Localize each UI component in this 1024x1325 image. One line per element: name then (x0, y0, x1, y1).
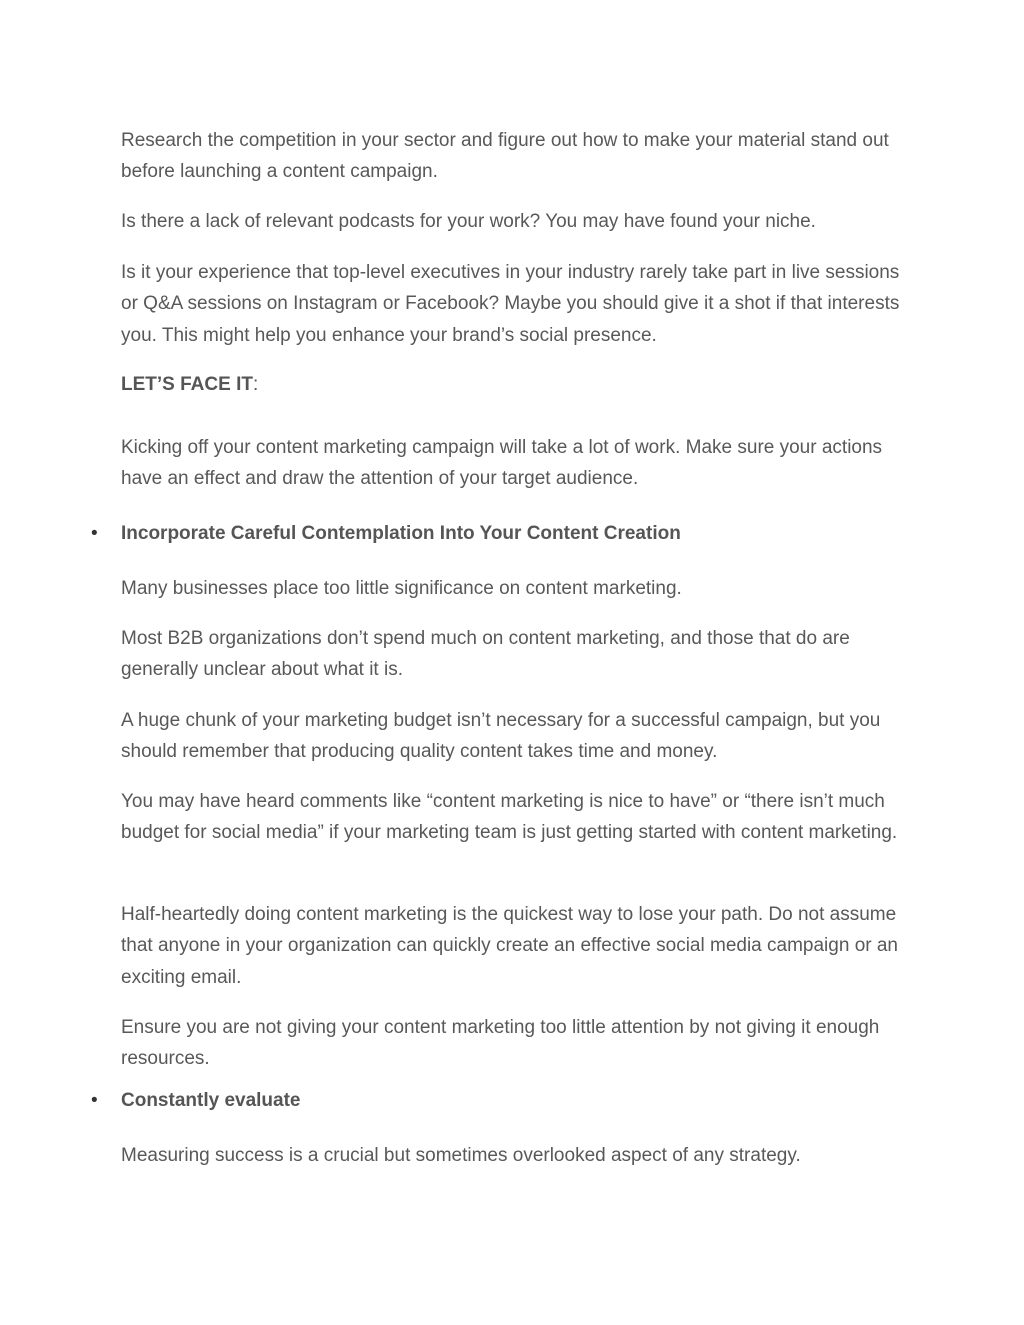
paragraph-half-heartedly: Half-heartedly doing content marketing is the quickest way to lose your path. Do not assume that anyone in your organization can quickly create an effective social media campaign or an exciting email. (121, 904, 898, 988)
bullet-item-constantly-evaluate (91, 1085, 911, 1116)
bullet-item-label: Constantly evaluate (121, 1090, 301, 1111)
bullet-dot-icon: • (91, 1090, 98, 1111)
section-heading-text: LET’S FACE IT (121, 374, 253, 395)
paragraph-podcasts-niche: Is there a lack of relevant podcasts for your work? You may have found your niche. (121, 211, 816, 232)
section-heading (121, 369, 911, 400)
bullet-dot-icon: • (91, 523, 98, 544)
paragraph-marketing-budget: A huge chunk of your marketing budget isn’t necessary for a successful campaign, but you should remember that producing quality content takes time and money. (121, 710, 881, 763)
section-heading-colon: : (252, 374, 259, 395)
paragraph-businesses-significance: Many businesses place too little significance on content marketing. (121, 578, 682, 599)
bullet-item-label: Incorporate Careful Contemplation Into Your Content Creation (121, 523, 681, 544)
paragraph-research-competition: Research the competition in your sector and figure out how to make your material stand out before launching a content campaign. (121, 130, 889, 183)
paragraph-b2b-organizations: Most B2B organizations don’t spend much on content marketing, and those that do are generally unclear about what it is. (121, 628, 850, 681)
bullet-item-careful-contemplation (91, 518, 911, 549)
paragraph-ensure-resources: Ensure you are not giving your content marketing too little attention by not giving it enough resources. (121, 1017, 880, 1070)
paragraph-executives-live-sessions: Is it your experience that top-level executives in your industry rarely take part in live sessions or Q&A sessions on Instagram or Facebook? Maybe you should give it a shot if that interests you. This might help you enhance your brand’s social presence. (121, 262, 900, 346)
paragraph-measuring-success: Measuring success is a crucial but sometimes overlooked aspect of any strategy. (121, 1145, 801, 1166)
paragraph-kicking-off: Kicking off your content marketing campaign will take a lot of work. Make sure your actions have an effect and draw the attention of your target audience. (121, 437, 883, 490)
paragraph-heard-comments: You may have heard comments like “content marketing is nice to have” or “there isn’t much budget for social media” if your marketing team is just getting started with content marketing. (121, 791, 898, 844)
